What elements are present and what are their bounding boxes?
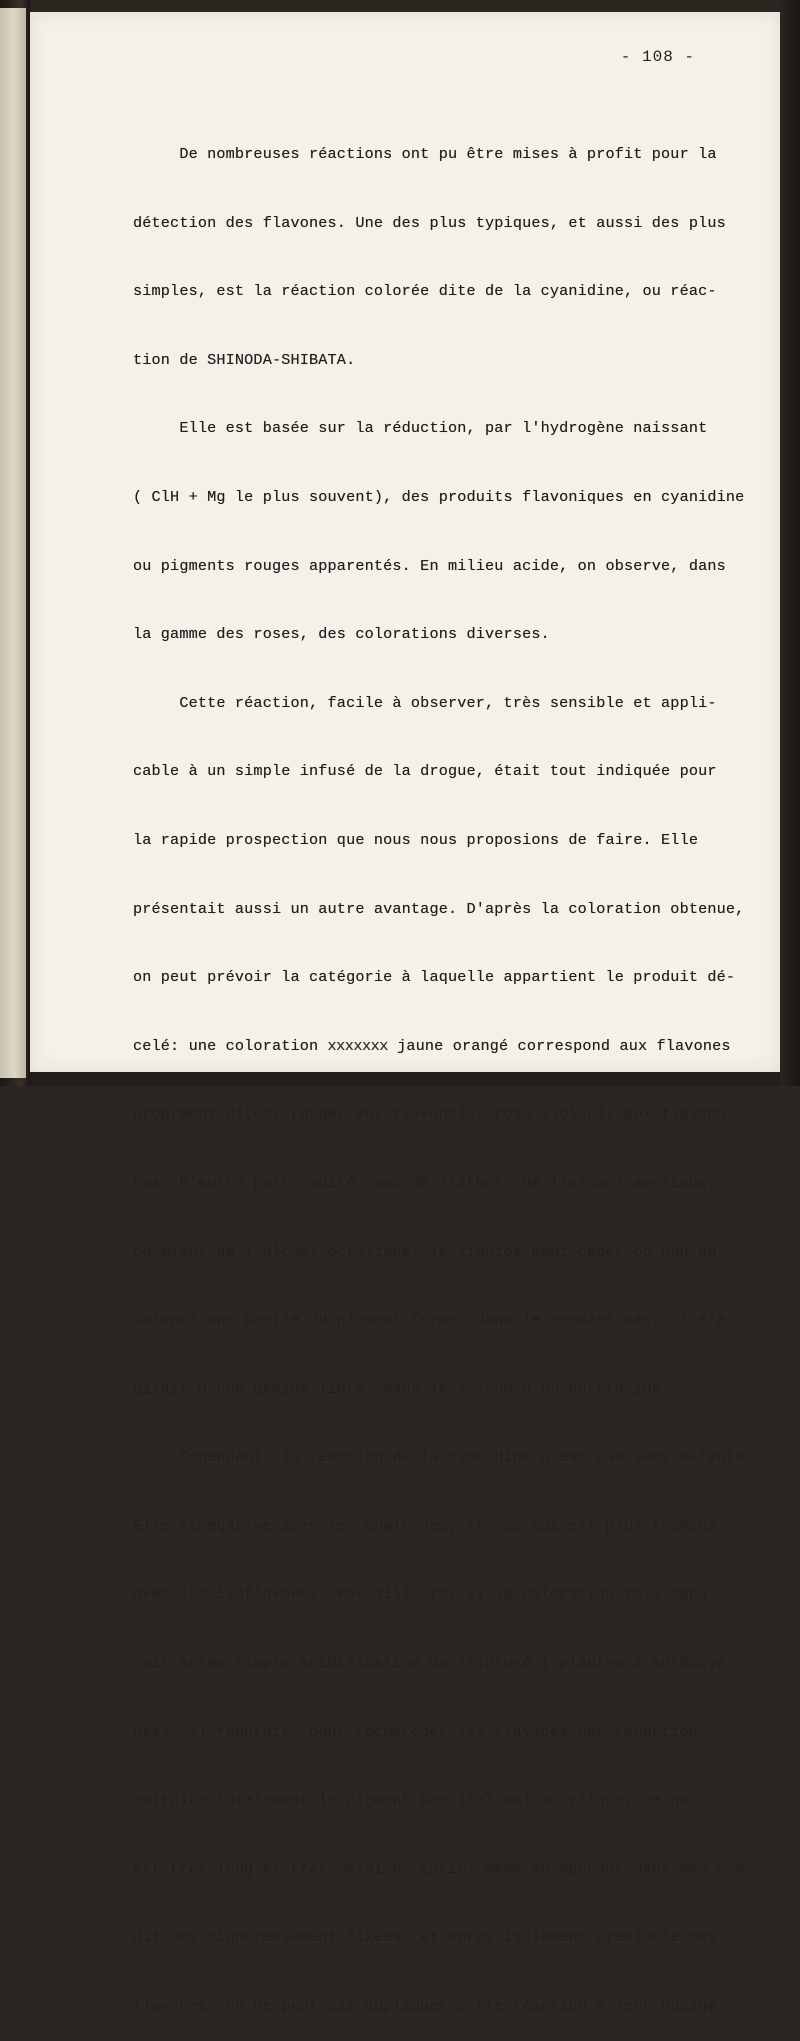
text-line: Elle stnégative avec les chalcones, et, ce qui est plus fâcheux,	[133, 1516, 726, 1535]
text-line: extraire totalement le pigment par l'alcool octylique, ce qui	[133, 1791, 699, 1810]
text-line: la rapide prospection que nous nous proposions de faire. Elle	[133, 830, 699, 849]
text-line: nes. D'autre part, agité avec de l'éther, de l'alcool amylique,	[133, 1173, 717, 1192]
text-line: proprment dites, rouge, aux flavonols, rose violacé, aux flavano-	[133, 1105, 736, 1124]
text-line: la gamme des roses, des colorations diverses.	[133, 625, 550, 644]
text-line: tion de SHINODA-SHIBATA.	[133, 350, 356, 369]
text-line: ou pigments rouges apparentés. En milieu acide, on observe, dans	[133, 556, 726, 575]
text-line: avec les isoflavones. Par ailleurs, si la coloration rose appa-	[133, 1585, 717, 1604]
binding-page-edge	[0, 8, 26, 1078]
text-line: présentait aussi un autre avantage. D'après la coloration obtenue,	[133, 899, 745, 918]
text-line: ou mieux de l'alcool octylique, le liquide peut céder ou non au	[133, 1242, 717, 1261]
text-line: on peut prévoir la catégorie à laquelle appartient le produit dé-	[133, 968, 736, 987]
text-line: Cependant, la réaction de la cyanidine n'est pas sans défauts.	[133, 1448, 754, 1467]
text-line: ditions rigoureusement fixées, et après isolement préalable des	[133, 1928, 717, 1947]
text-line: raît après simple acidification de l'infusé ( plantes à anthocya-	[133, 1654, 736, 1673]
text-line: solvant une partie du pigment formé; dans le premier cas, il s'a-	[133, 1311, 736, 1330]
text-line: simples, est la réaction colorée dite de la cyanidine, ou réac-	[133, 282, 717, 301]
text-line: girait d'une génine libre, dans le second d'un hétéroside.	[133, 1379, 671, 1398]
book-binding	[0, 0, 30, 1086]
right-background-edge	[780, 0, 800, 1086]
text-line: nes), il faudrait, pour rechercher les flavones par réduction,	[133, 1722, 708, 1741]
line-14-after: jaune orangé correspond aux flavones	[387, 1036, 731, 1055]
struck-out-word: xxxxxxx	[327, 1036, 388, 1055]
text-line: détection des flavones. Une des plus typiques, et aussi des plus	[133, 213, 726, 232]
text-line: Elle est basée sur la réduction, par l'hydrogène naissant	[133, 419, 708, 438]
text-line: cable à un simple infusé de la drogue, était tout indiquée pour	[133, 762, 717, 781]
text-line: est très long et très malaisé. Enfin, même en opérant dans des con-	[133, 1859, 754, 1878]
line-14-before: celé: une coloration	[133, 1036, 328, 1055]
page-body-text	[133, 102, 773, 2041]
text-line: Cette réaction, facile à observer, très sensible et appli-	[133, 693, 717, 712]
text-line: ( ClH + Mg le plus souvent), des produits flavoniques en cyanidine	[133, 487, 745, 506]
text-line: flavones, on ne peut pas appliquer cette réaction à leur dosage	[133, 1997, 717, 2016]
text-line-with-strikeout	[133, 1030, 773, 1063]
text-line: De nombreuses réactions ont pu être mises à profit pour la	[133, 145, 717, 163]
page-number: - 108 -	[620, 48, 695, 66]
